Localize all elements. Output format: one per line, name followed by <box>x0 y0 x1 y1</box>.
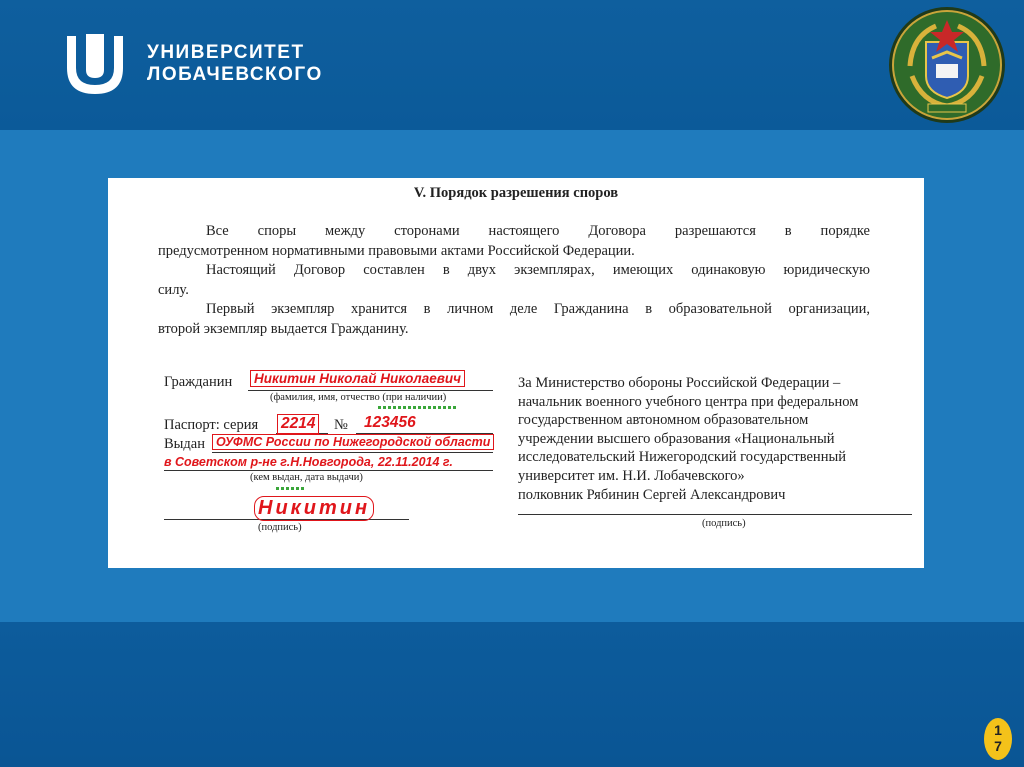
contract-excerpt <box>108 178 924 568</box>
passport-number-label: № <box>334 417 348 433</box>
ministry-representative <box>518 374 918 504</box>
military-training-center-emblem-icon <box>888 6 1006 124</box>
passport-label: Паспорт: серия <box>164 417 259 433</box>
paragraph-3-line-2: второй экземпляр выдается Гражданину. <box>158 320 409 337</box>
passport-number-handwritten: 123456 <box>364 414 416 431</box>
paragraph-1-line-2: предусмотренном нормативными правовыми актами Российской Федерации. <box>158 242 635 259</box>
ministry-line-6: университет им. Н.И. Лобачевского» <box>518 467 745 484</box>
citizen-name-handwritten: Никитин Николай Николаевич <box>250 370 465 387</box>
spellcheck-underline <box>276 487 306 490</box>
paragraph-3-line-1: Первый экземпляр хранится в личном деле Гражданина в образовательной организации, <box>206 301 870 317</box>
ministry-signature-line <box>518 514 912 515</box>
ministry-signature-caption: (подпись) <box>702 518 746 529</box>
citizen-label: Гражданин <box>164 374 233 390</box>
ministry-line-5: исследовательский Нижегородский государственный <box>518 449 846 466</box>
citizen-name-line <box>248 390 493 391</box>
passport-series-handwritten: 2214 <box>277 414 319 434</box>
citizen-name-caption: (фамилия, имя, отчество (при наличии) <box>270 392 447 403</box>
issued-caption: (кем выдан, дата выдачи) <box>250 472 363 483</box>
citizen-signature-caption: (подпись) <box>258 522 302 533</box>
paragraph-2-line-1: Настоящий Договор составлен в двух экземплярах, имеющих одинаковую юридическую <box>206 262 870 278</box>
footer-band <box>0 622 1024 767</box>
university-name-line2: ЛОБАЧЕВСКОГО <box>147 64 323 85</box>
ministry-line-7: полковник Рябинин Сергей Александрович <box>518 486 786 503</box>
spellcheck-underline <box>378 406 456 409</box>
ministry-line-2: начальник военного учебного центра при федеральном <box>518 393 859 410</box>
ministry-line-1: За Министерство обороны Российской Федерации – <box>518 375 841 391</box>
page-number-digit-2: 7 <box>994 738 1002 754</box>
university-name <box>147 42 323 86</box>
issued-line-1 <box>212 452 493 453</box>
paragraph-2-line-2: силу. <box>158 281 189 298</box>
issued-line-2 <box>164 470 493 471</box>
page-number-digit-1: 1 <box>994 722 1002 738</box>
ministry-line-4: учреждении высшего образования «Национальный <box>518 430 835 447</box>
issued-by-handwritten-line-2: в Советском р-не г.Н.Новгорода, 22.11.2014 г. <box>164 455 453 469</box>
ministry-line-3: государственном автономном образовательном <box>518 412 809 429</box>
page-number-badge <box>984 718 1012 760</box>
section-title: V. Порядок разрешения споров <box>413 185 619 201</box>
issued-label: Выдан <box>164 436 205 452</box>
paragraph-1-line-1: Все споры между сторонами настоящего Договора разрешаются в порядке <box>206 223 870 239</box>
citizen-signature-handwritten: Никитин <box>254 496 374 521</box>
university-name-line1: УНИВЕРСИТЕТ <box>147 42 305 63</box>
issued-by-handwritten-line-1: ОУФМС России по Нижегородской области <box>212 434 494 450</box>
